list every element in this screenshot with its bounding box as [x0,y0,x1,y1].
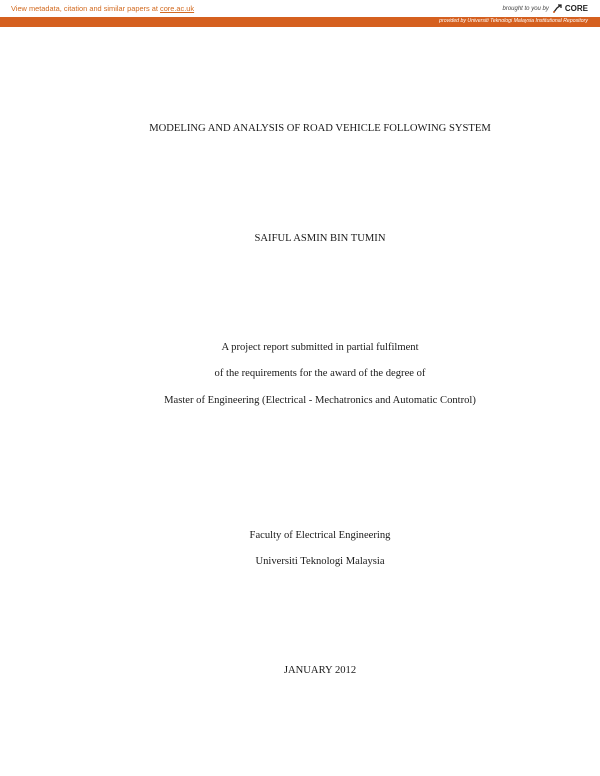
brought-to-you-by-label: brought to you by [502,5,549,12]
core-logo-text: CORE [564,4,588,13]
submission-line-3: Master of Engineering (Electrical - Mechatronics and Automatic Control) [164,395,476,406]
core-logo-icon [552,3,563,14]
provider-strip [0,17,600,27]
thesis-title: MODELING AND ANALYSIS OF ROAD VEHICLE FOLLOWING SYSTEM [149,123,491,134]
submission-date: JANUARY 2012 [283,665,357,676]
view-metadata-text[interactable] [11,4,194,13]
view-metadata-prefix: View metadata, citation and similar papers at [11,4,160,13]
core-logo[interactable] [552,3,588,14]
submission-line-2: of the requirements for the award of the degree of [214,368,426,379]
core-banner-top [0,0,600,17]
provided-by-link[interactable]: provided by Universiti Teknologi Malaysia Institutional Repository [439,18,588,24]
core-link[interactable]: core.ac.uk [160,4,195,13]
brought-to-you-by [503,3,589,14]
faculty-name: Faculty of Electrical Engineering [249,530,391,541]
university-name: Universiti Teknologi Malaysia [255,556,385,567]
author-name: SAIFUL ASMIN BIN TUMIN [254,233,386,244]
core-banner [0,0,600,28]
submission-line-1: A project report submitted in partial fulfilment [221,342,419,353]
